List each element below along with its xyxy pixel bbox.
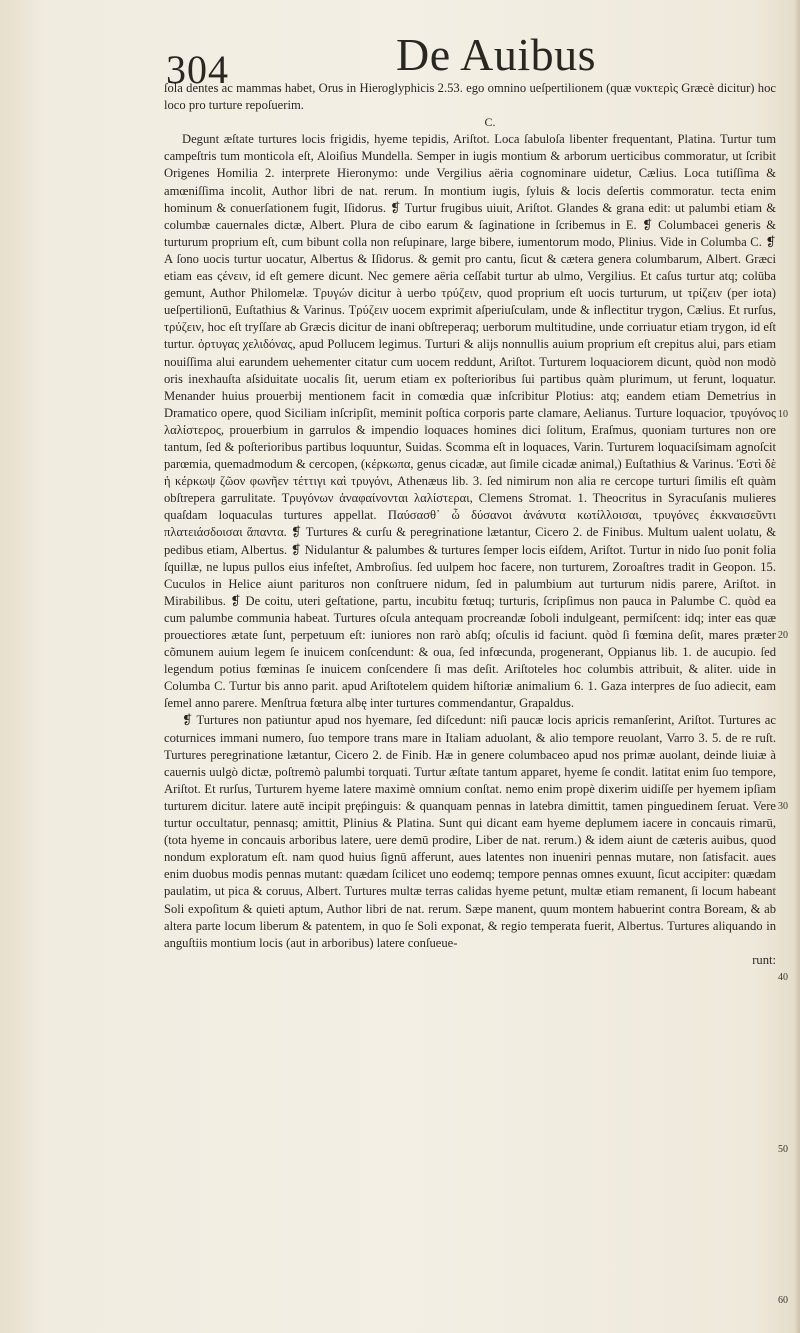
page-number: 304 [166, 47, 229, 92]
margin-number: 30 [778, 801, 788, 812]
running-title: De Auibus [396, 29, 596, 80]
section-letter: C. [484, 115, 496, 130]
paragraph-winter: ❡ Turtures non patiuntur apud nos hyemare, ſed diſcedunt: niſi paucæ locis apricis remanſerint, Ariſtot. Turtures ac coturnices immani numero, ſuo tempore trans mare in Italiam aduolant, & alio tempore reuolant, Varro 3. 5. de re ruſt. Turtures peregrinatione lætantur, Cicero 2. de Finib. Hæ in genere columbaceo apud nos primæ auolant, deinde liuiæ à cauernis uulgò dictæ, poſtremò palumbi torquati. Turtur æſtate tantum apparet, hyeme ſe condit. latitat enim ſuo tempore, Ariſtot. Et rurſus, Turturem hyeme latere maximè omnium conſtat. nemo enim propè dixerim uidiſſe per hyemem ipſiam turturem dicitur. latere autē incipit pręṕinguis: & quanquam pennas in latebra dimittit, tamen pinguedinem ſeruat. Vere turtur occultatur, pennasq; amittit, Plinius & Platina. Sunt qui dicant eam hyeme deplumem iacere in concauis rimarū, (tota hyeme in concauis arboribus latere, uere demū prodire, Liber de nat. rerum.) & idem aiunt de cæteris auibus, quod nondum exploratum eſt. nam quod huius ſignū afferunt, aues latentes non inueniri pennas mutare, non ſatisfacit. aues enim duobus modis pennas mutant: quædam ſcilicet uno eodemq; tempore pennas omnes exuunt, ſicut accipiter: quædam paulatim, ut pica & coruus, Albert. Turtures multæ terras calidas hyeme petunt, multæ etiam remanent, ſi locum habeant Soli expoſitum & quieti aptum, Author libri de nat. rerum. Sæpe manent, quum montem habuerint contra Boream, & ab altera parte locum liberum & patentem, in quo ſe Soli exponat, & regio temperata fuerit, Albertus. Turtures aliquando in anguſtiis montium locis (aut in arboribus) latere conſueue- [164, 713, 776, 950]
margin-number: 50 [778, 1144, 788, 1155]
page-edge-shadow [794, 0, 800, 1333]
margin-number: 20 [778, 630, 788, 641]
margin-number: 10 [778, 409, 788, 420]
paragraph-main: Degunt æſtate turtures locis frigidis, hyeme tepidis, Ariſtot. Loca ſabuloſa libenter frequentant, Platina. Turtur tum campeſtris tum monticola eſt, Aloiſius Mundella. Semper in iugis montium & arborum uerticibus commoratur, ut ſcribit Origenes Homilia 2. interprete Hieronymo: unde Vergilius aëria cognominare uidetur, Cælius. Loca tutiſſima & amœniſſima incolit, Author libri de nat. rerum. In montium iugis, ſyluis & locis deſertis commoratur. tecta enim hominum & conuerſationem fugit, Iſidorus. ❡ Turtur frugibus uiuit, Ariſtot. Glandes & grana edit: ut palumbi etiam & columbæ cauernales dictæ, Albert. Plura de cibo earum & ſaginatione in ſcribemus in E. ❡ Columbacei generis & turturum proprium eſt, cum bibunt colla non reſupinare, large bibere, iumentorum modo, Plinius. Vide in Columba C. ❡ A ſono uocis turtur uocatur, Albertus & Iſidorus. & gemit pro cantu, ſicut & cætera genera columbarum, Albert. Græci etiam eas ϛένειν, id eſt gemere dicunt. Nec gemere aëria ceſſabit turtur ab ulmo, Vergilius. Et caſus turtur atq; colūba gemunt, Author Philomelæ. Τρυγών dicitur à uerbo τρύζειν, quod proprium eſt uocis turturum, ut τρίζειν (per iota) ueſpertilionū, Euſtathius & Varinus. Τρύζειν uocem exprimit aſperiuſculam, unde & inflectitur trygon, Cælius. Et rurſus, τρύζειν, hoc eſt tryſſare ab Græcis dicitur de inani obſtreperaq; uerborum multitudine, unde corriuatur etiam trygon, id eſt turtur. ὀρτυγας χελιδόνας, apud Pollucem legimus. Turturi & alijs nonnullis auium proprium eſt crepitus alui, pars etiam nouiſſima alui earundem uehementer citatur cum uocem reddunt, Ariſtot. Turturem loquaciorem dicunt, quòd non modò oris inexhauſta aſsiduitate uocalis ſit, uerum etiam ex poſterioribus ſui partibus quàm plurimum, ut ferunt, loquatur. Menander huius prouerbij mentionem facit in comœdia quæ inſcribitur Plotius: atq; eandem etiam Demetrius in Dramatico opere, quod Siciliam inſcripſit, meminit poſtica corporis parte clamare, Aelianus. Turture loquacior, τρυγόνος λαλίστερος, prouerbium in garrulos & impendio loquaces homines dici ſolitum, Eraſmus, quoniam turtures non ore tantum, ſed & poſterioribus partibus loquuntur, Suidas. Scomma eſt in loquaces, Varin. Turturem loquaciſsimam agnoſcit parœmia, quemadmodum & cercopen, (κέρκωπα, genus cicadæ, aut ſimile cicadæ animal,) Euſtathius & Varinus. Ἐστὶ δὲ ἡ κέρκωψ ζῶον φωνῆεν τέττιγι καὶ τρυγόνι, Athenæus lib. 3. ſed nimirum non alia re cercope turturi ſimilis eſt quàm obſtrepera garrulitate. Τρυγόνων ἀναφαίνονται λαλίστεραι, Clemens Stromat. 1. Theocritus in Syracuſanis mulieres quaſdam loquaculas turtures appellat. Παύσασθ᾽ ὦ δύσανοι ἀνάνυτα κωτίλλοισαι, τρυγόνες ἐκκναισεῦντι πλατειάσδοισαι ἅπαντα. ❡ Turtures & curſu & peregrinatione lætantur, Cicero 2. de Finibus. Multum ualent uolatu, & pedibus etiam, Albertus. ❡ Nidulantur & palumbes & turtures ſemper locis eiſdem, Ariſtot. Turtur in nido ſuo ponit folia ſquillæ, ne lupus pullos eius infeſtet, Ambroſius. ſed uulpem hoc facere, non turturem, Zoroaſtres tradit in Geopon. 15. Cuculos in Helice aiunt parituros non conſtruere nidum, ſed in palumbium aut turturum nidis parere, Ariſtot. in Mirabilibus. ❡ De coitu, uteri geſtatione, partu, incubitu fœtuq; turturis, ſcripſimus non pauca in Palumbe C. quòd ea cum palumbe communia habeat. Turtures oſcula antequam procreandæ ſoboli indulgeant, permiſcent: idq; inter eas quæ prouectiores ætate ſunt, perpetuum eſt: iuniores non rarò abſq; oſculis id faciunt. quòd ſi fœmina deſit, mares præter cõmunem auium legem ſe inuicem conſcendunt: & oua, ſed infœcunda, progenerant, Oppianus lib. 1. de aucupio. ſed legendum potius fœminas ſe inuicem conſcendere ſi mas deſit. Ariſtoteles hoc columbis attribuit, & aliter. uide in Columba C. Turtur bis anno parit. apud Ariſtotelem quidem hiſtoriæ animalium 6. 1. Gaza interpres de ſuo adiecit, eam ſemel anno parere. Menſtrua fœtura albę inter turtures commendantur, Grapaldus. [164, 132, 776, 711]
margin-number: 60 [778, 1295, 788, 1306]
catchword: runt: [752, 952, 776, 967]
main-text [164, 80, 776, 969]
margin-number: 40 [778, 972, 788, 983]
page-header [0, 26, 800, 92]
paragraph-intro: ſola dentes ac mammas habet, Orus in Hieroglyphicis 2.53. ego omnino ueſpertilionem (quæ νυκτερὶς Græcè dicitur) hoc loco pro turture repoſuerim. [164, 81, 776, 113]
